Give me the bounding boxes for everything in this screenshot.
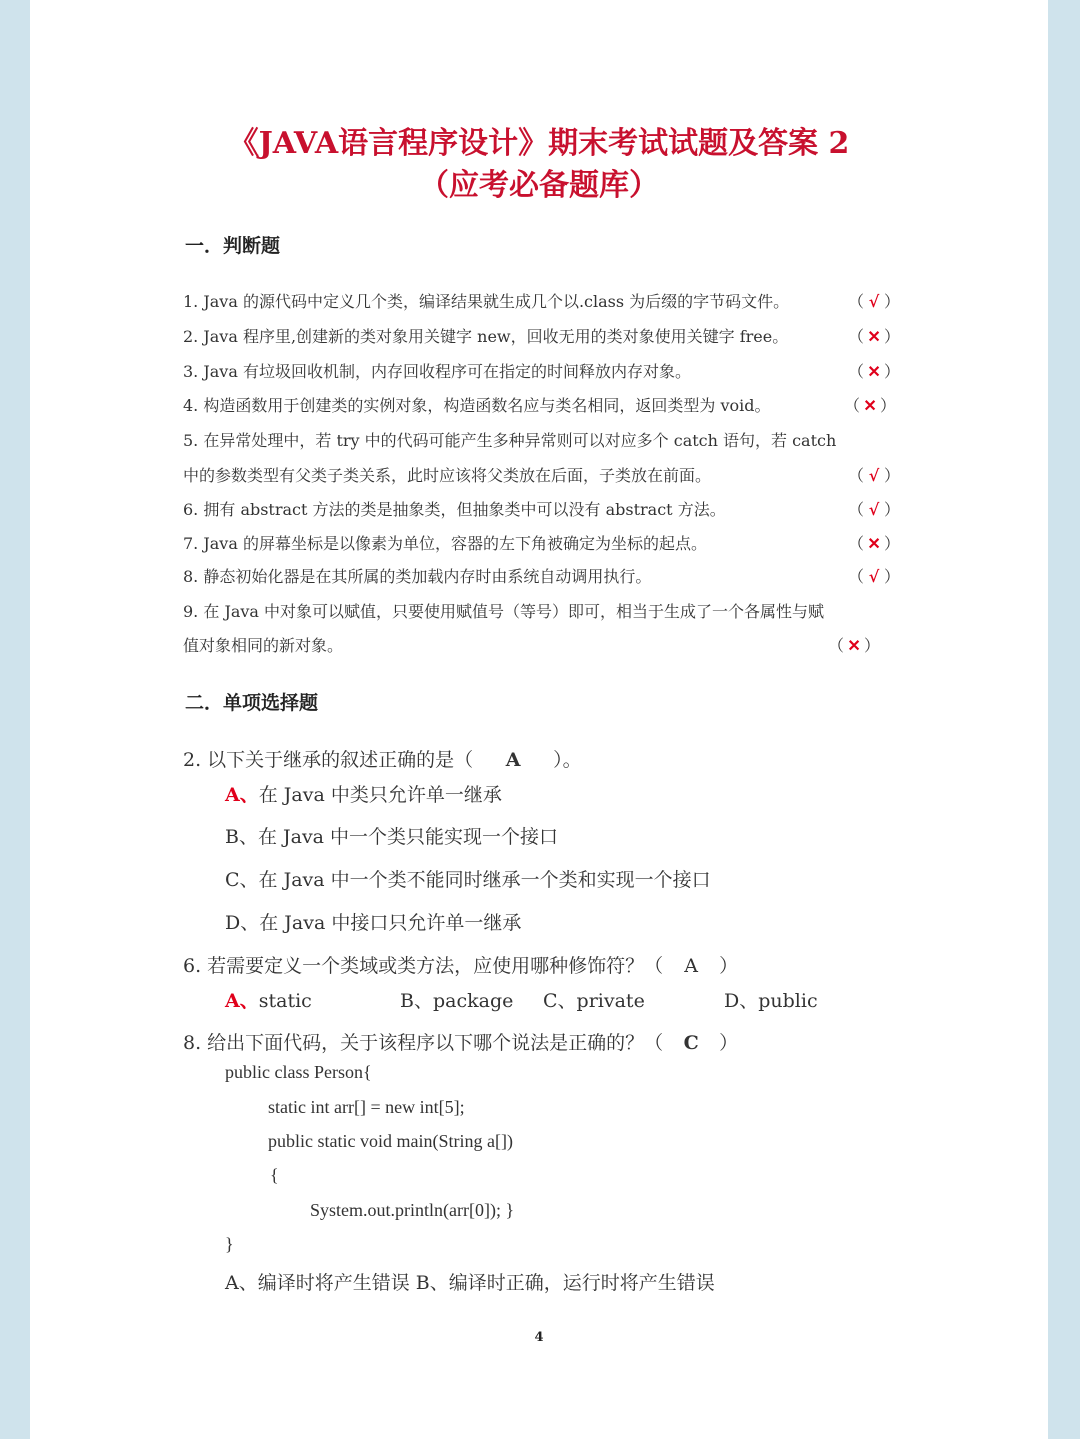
question-2-option-b xyxy=(225,822,558,849)
tf-item-3: 3. Java 有垃圾回收机制，内存回收程序可在指定的时间释放内存对象。 xyxy=(183,362,691,381)
question-2 xyxy=(183,745,582,772)
tf-item-9: 9. 在 Java 中对象可以赋值，只要使用赋值号（等号）即可，相当于生成了一个各属性与赋 xyxy=(183,602,825,621)
code-line-1: public class Person{ xyxy=(225,1062,372,1082)
option-text: 在 Java 中接口只允许单一继承 xyxy=(259,912,522,934)
tf-item-6: 6. 拥有 abstract 方法的类是抽象类，但抽象类中可以没有 abstract 方法。 xyxy=(183,500,726,519)
question-2-stem-end: ）。 xyxy=(553,749,582,771)
option-label: C、 xyxy=(543,990,577,1012)
document-subtitle: （应考必备题库） xyxy=(419,168,659,203)
tf-item-4: 4. 构造函数用于创建类的实例对象，构造函数名应与类名相同，返回类型为 void。 xyxy=(183,396,771,415)
code-line-5: System.out.println(arr[0]); } xyxy=(310,1200,515,1220)
tf-mark-7: （ ✕ ） xyxy=(848,534,901,553)
option-text: private xyxy=(576,990,645,1012)
check-icon: √ xyxy=(868,292,880,311)
tf-mark-3: （ ✕ ） xyxy=(848,362,901,381)
cross-icon: ✕ xyxy=(867,362,881,381)
section-heading-true-false: 一．判断题 xyxy=(185,235,281,257)
cross-icon: ✕ xyxy=(847,636,861,655)
option-text: public xyxy=(758,990,818,1012)
question-8 xyxy=(183,1028,738,1055)
tf-mark-6: （ √ ） xyxy=(848,500,901,519)
question-6-option-b xyxy=(400,986,513,1013)
tf-item-8: 8. 静态初始化器是在其所属的类加载内存时由系统自动调用执行。 xyxy=(183,567,652,586)
question-6-option-d xyxy=(724,986,818,1013)
question-6-stem-end: ） xyxy=(719,955,739,977)
question-8-options: A、编译时将产生错误 B、编译时正确，运行时将产生错误 xyxy=(225,1272,715,1294)
code-line-4: { xyxy=(270,1165,279,1185)
tf-item-9-cont: 值对象相同的新对象。 xyxy=(183,636,344,655)
document-page xyxy=(30,0,1048,1439)
cross-icon: ✕ xyxy=(867,534,881,553)
question-6-option-c xyxy=(543,986,645,1013)
tf-mark-9: （ ✕ ） xyxy=(828,636,881,655)
tf-item-5: 5. 在异常处理中，若 try 中的代码可能产生多种异常则可以对应多个 catch 语句，若 catch xyxy=(183,431,837,450)
option-label: A、 xyxy=(225,784,259,806)
question-2-option-d xyxy=(225,908,521,935)
question-2-option-c xyxy=(225,865,711,892)
option-label: B、 xyxy=(225,826,258,848)
option-text: static xyxy=(258,990,312,1012)
option-label: C、 xyxy=(225,869,259,891)
question-8-answer: C xyxy=(683,1032,699,1054)
question-2-stem: 2. 以下关于继承的叙述正确的是（ xyxy=(183,749,474,771)
question-2-answer: A xyxy=(505,749,521,771)
document-title: 《JAVA语言程序设计》期末考试试题及答案 2 xyxy=(228,126,850,161)
option-label: A、 xyxy=(225,990,259,1012)
section-heading-multiple-choice: 二．单项选择题 xyxy=(185,692,319,714)
option-text: 在 Java 中一个类只能实现一个接口 xyxy=(257,826,559,848)
question-6 xyxy=(183,951,738,978)
option-text: 在 Java 中类只允许单一继承 xyxy=(258,784,502,806)
check-icon: √ xyxy=(868,466,880,485)
question-6-option-a xyxy=(225,986,312,1013)
cross-icon: ✕ xyxy=(863,396,877,415)
question-8-stem-end: ） xyxy=(719,1032,739,1054)
question-2-option-a xyxy=(225,780,502,807)
tf-mark-4: （ ✕ ） xyxy=(844,396,897,415)
option-text: package xyxy=(432,990,514,1012)
question-8-stem: 8. 给出下面代码，关于该程序以下哪个说法是正确的？（ xyxy=(183,1032,664,1054)
cross-icon: ✕ xyxy=(867,327,881,346)
tf-item-1: 1. Java 的源代码中定义几个类，编译结果就生成几个以.class 为后缀的字节码文件。 xyxy=(183,292,790,311)
tf-mark-1: （ √ ） xyxy=(848,292,901,311)
tf-mark-5: （ √ ） xyxy=(848,466,901,485)
question-6-stem: 6. 若需要定义一个类域或类方法，应使用哪种修饰符？（ xyxy=(183,955,664,977)
tf-item-7: 7. Java 的屏幕坐标是以像素为单位，容器的左下角被确定为坐标的起点。 xyxy=(183,534,707,553)
option-label: D、 xyxy=(724,990,759,1012)
code-line-3: public static void main(String a[]) xyxy=(268,1131,513,1151)
option-text: 在 Java 中一个类不能同时继承一个类和实现一个接口 xyxy=(258,869,711,891)
tf-mark-2: （ ✕ ） xyxy=(848,327,901,346)
tf-mark-8: （ √ ） xyxy=(848,567,901,586)
check-icon: √ xyxy=(868,567,880,586)
check-icon: √ xyxy=(868,500,880,519)
option-label: D、 xyxy=(225,912,260,934)
code-line-6: } xyxy=(225,1234,234,1254)
question-6-answer: A xyxy=(684,955,699,977)
tf-item-2: 2. Java 程序里,创建新的类对象用关键字 new，回收无用的类对象使用关键字 free。 xyxy=(183,327,789,346)
option-label: B、 xyxy=(400,990,433,1012)
tf-item-5-cont: 中的参数类型有父类子类关系，此时应该将父类放在后面，子类放在前面。 xyxy=(183,466,712,485)
code-line-2: static int arr[] = new int[5]; xyxy=(268,1097,465,1117)
page-number: 4 xyxy=(534,1330,544,1345)
